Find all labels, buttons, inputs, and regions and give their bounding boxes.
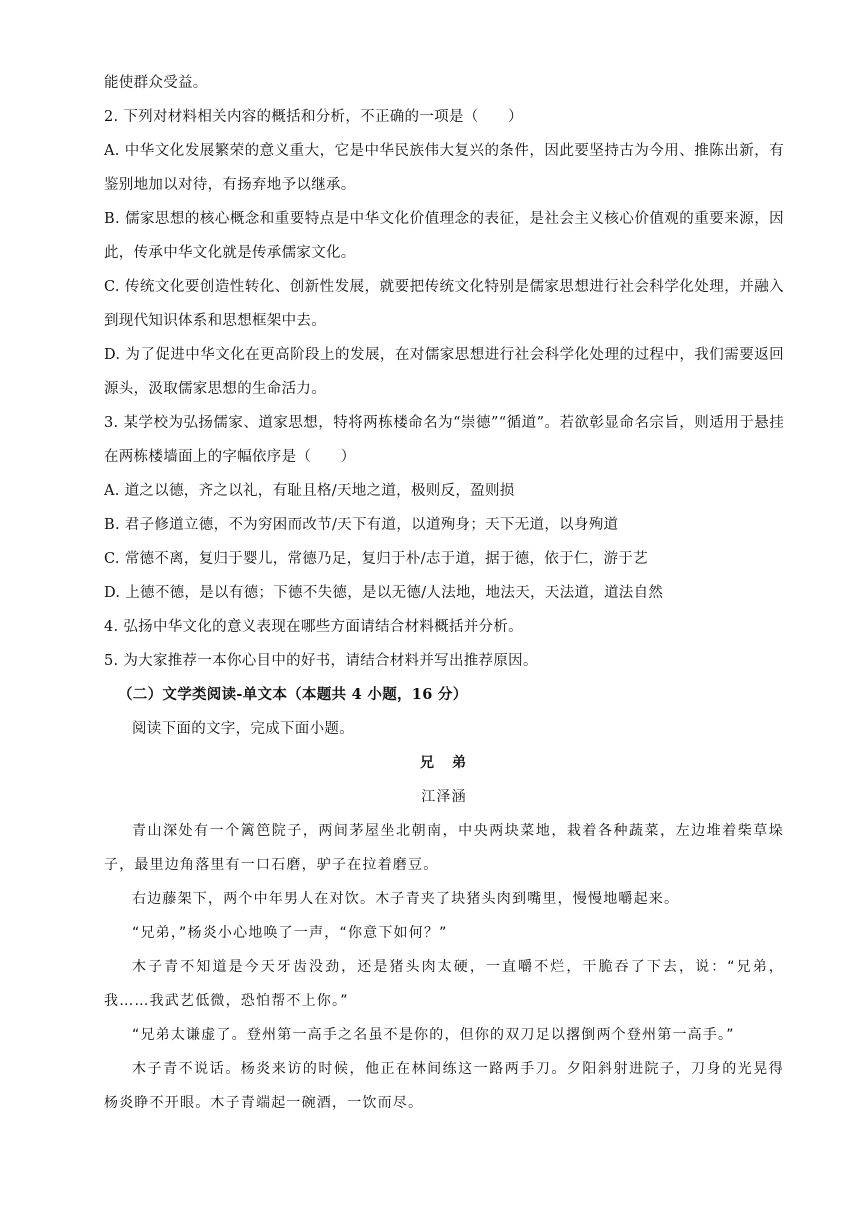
question-5: 5. 为大家推荐一本你心目中的好书，请结合材料并写出推荐原因。 (104, 653, 538, 669)
question-3-option-b: B. 君子修道立德，不为穷困而改节/天下有道，以道殉身；天下无道，以身殉道 (104, 517, 619, 533)
story-paragraph-3: “兄弟，”杨炎小心地唤了一声，“你意下如何？” (132, 925, 448, 941)
question-4: 4. 弘扬中华文化的意义表现在哪些方面请结合材料概括并分析。 (104, 619, 523, 635)
text-line-continuation: 能使群众受益。 (104, 75, 208, 91)
question-2-option-c: C. 传统文化要创造性转化、创新性发展，就要把传统文化特别是儒家思想进行社会科学化处理，并融入到现代知识体系和思想框架中去。 (104, 279, 784, 329)
story-title: 兄 弟 (420, 755, 468, 771)
question-3-option-d: D. 上德不德，是以有德；下德不失德，是以无德/人法地，地法天，天法道，道法自然 (104, 585, 664, 601)
question-3-option-c: C. 常德不离，复归于婴儿，常德乃足，复归于朴/志于道，据于德，依于仁，游于艺 (104, 551, 648, 567)
question-2-option-a: A. 中华文化发展繁荣的意义重大，它是中华民族伟大复兴的条件，因此要坚持古为今用、推陈出新，有鉴别地加以对待，有扬弃地予以继承。 (104, 143, 784, 193)
story-paragraph-1: 青山深处有一个篱笆院子，两间茅屋坐北朝南，中央两块菜地，栽着各种蔬菜，左边堆着柴草垛子，最里边角落里有一口石磨，驴子在拉着磨豆。 (104, 823, 784, 873)
question-2-option-b: B. 儒家思想的核心概念和重要特点是中华文化价值理念的表征，是社会主义核心价值观的重要来源，因此，传承中华文化就是传承儒家文化。 (104, 211, 784, 261)
story-author: 江泽涵 (421, 789, 467, 805)
reading-instruction: 阅读下面的文字，完成下面小题。 (132, 721, 354, 737)
section-heading: （二）文学类阅读-单文本（本题共 4 小题，16 分） (118, 686, 468, 703)
question-3-stem: 3. 某学校为弘扬儒家、道家思想，特将两栋楼命名为“崇德”“循道”。若欲彰显命名宗旨，则适用于悬挂在两栋楼墙面上的字幅依序是（ ） (104, 415, 784, 465)
story-paragraph-2: 右边藤架下，两个中年男人在对饮。木子青夹了块猪头肉到嘴里，慢慢地嚼起来。 (132, 891, 680, 907)
story-paragraph-4: 木子青不知道是今天牙齿没劲，还是猪头肉太硬，一直嚼不烂，干脆吞了下去，说：“兄弟，我……我武艺低微，恐怕帮不上你。” (104, 959, 784, 1009)
question-3-option-a: A. 道之以德，齐之以礼，有耻且格/天地之道，极则反，盈则损 (104, 483, 515, 499)
question-2-stem: 2. 下列对材料相关内容的概括和分析，不正确的一项是（ ） (104, 109, 523, 125)
story-paragraph-5: “兄弟太谦虚了。登州第一高手之名虽不是你的，但你的双刀足以撂倒两个登州第一高手。” (132, 1027, 735, 1043)
story-paragraph-6: 木子青不说话。杨炎来访的时候，他正在林间练这一路两手刀。夕阳斜射进院子，刀身的光晃得杨炎睁不开眼。木子青端起一碗酒，一饮而尽。 (104, 1061, 784, 1111)
question-2-option-d: D. 为了促进中华文化在更高阶段上的发展，在对儒家思想进行社会科学化处理的过程中，我们需要返回源头，汲取儒家思想的生命活力。 (104, 347, 784, 397)
